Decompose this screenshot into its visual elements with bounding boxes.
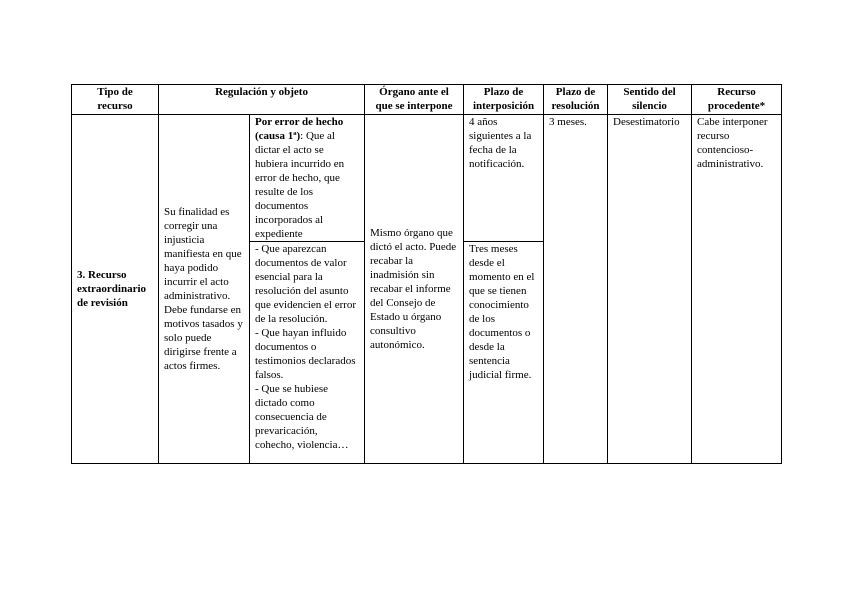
header-recurso: Recurso procedente*: [692, 85, 782, 115]
cell-sentido: Desestimatorio: [608, 115, 692, 464]
cell-organo: Mismo órgano que dictó el acto. Puede recabar la inadmisión sin recabar el informe del Consejo de Estado u órgano consultivo autonómico.: [365, 115, 464, 464]
cell-finalidad: Su finalidad es corregir una injusticia manifiesta en que haya podido incurrir el acto administrativo. Debe fundarse en motivos tasados y solo puede dirigirse frente a actos firmes.: [159, 115, 250, 464]
header-plazo-resolucion: Plazo de resolución: [544, 85, 608, 115]
cell-error-hecho: [250, 115, 365, 242]
header-sentido: Sentido del silencio: [608, 85, 692, 115]
header-organo: Órgano ante el que se interpone: [365, 85, 464, 115]
header-plazo-interposicion: Plazo de interposición: [464, 85, 544, 115]
error-hecho-text: : Que al dictar el acto se hubiera incurrido en error de hecho, que resulte de los documentos incorporados al expediente: [255, 130, 345, 240]
header-row: [72, 85, 782, 115]
cell-otras-causas: - Que aparezcan documentos de valor esencial para la resolución del asunto que evidencien el error de la resolución. - Que hayan influido documentos o testimonios declarados falsos. - Que se hubiese dictado como consecuencia de prevaricación, cohecho, violencia…: [250, 242, 365, 464]
recursos-table: [71, 84, 782, 464]
header-regulacion: Regulación y objeto: [159, 85, 365, 115]
cell-recurso: Cabe interponer recurso contencioso-administrativo.: [692, 115, 782, 464]
cell-plazo-1: 4 años siguientes a la fecha de la notificación.: [464, 115, 544, 242]
cell-tipo: 3. Recurso extraordinario de revisión: [72, 115, 159, 464]
error-hecho-title: Por error de hecho (causa 1ª): [255, 116, 344, 142]
table-row: [72, 115, 782, 242]
cell-plazo-resolucion: 3 meses.: [544, 115, 608, 464]
header-tipo: Tipo de recurso: [72, 85, 159, 115]
cell-plazo-2: Tres meses desde el momento en el que se tienen conocimiento de los documentos o desde la sentencia judicial firme.: [464, 242, 544, 464]
